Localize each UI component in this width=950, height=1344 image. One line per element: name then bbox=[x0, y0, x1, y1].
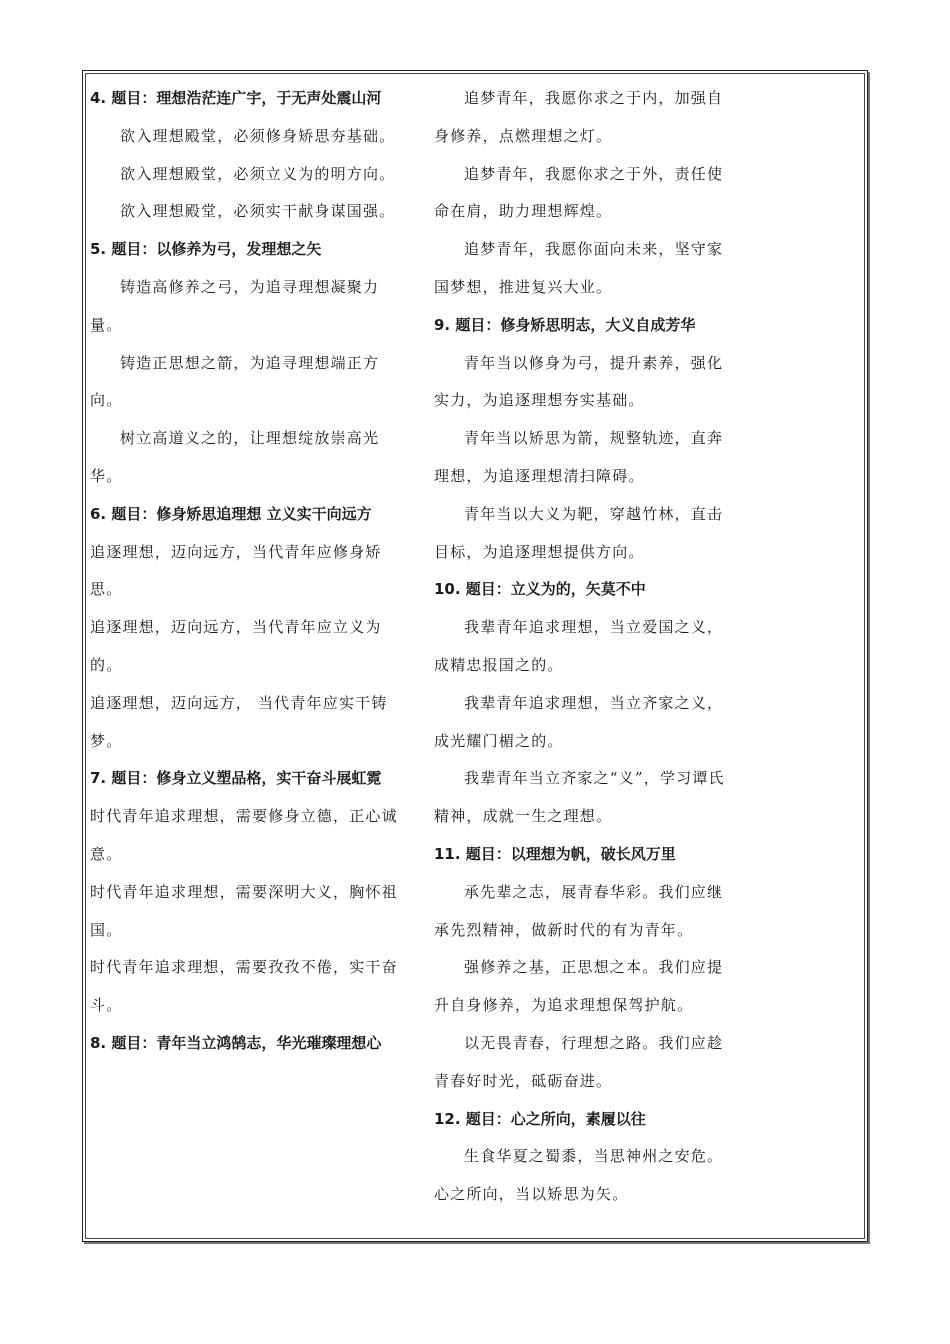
topic-heading: 12. 题目：心之所向，素履以往 bbox=[434, 1109, 646, 1128]
paragraph: 追逐理想，迈向远方， 当代青年应实干铸梦。 bbox=[90, 693, 388, 750]
paragraph: 欲入理想殿堂，必须实干献身谋国强。 bbox=[120, 202, 396, 221]
paragraph: 欲入理想殿堂，必须修身矫思夯基础。 bbox=[120, 126, 396, 145]
topic-heading: 6. 题目：修身矫思追理想 立义实干向远方 bbox=[90, 504, 372, 523]
paragraph: 心之所向，当以矫思为矢。 bbox=[434, 1185, 629, 1204]
paragraph: 时代青年追求理想，需要修身立德，正心诚意。 bbox=[90, 807, 398, 863]
paragraph: 时代青年追求理想，需要孜孜不倦，实干奋斗。 bbox=[90, 958, 398, 1015]
topic-heading: 9. 题目：修身矫思明志，大义自成芳华 bbox=[434, 315, 696, 334]
paragraph: 青年当以大义为靶，穿越竹林，直击目标，为追逐理想提供方向。 bbox=[434, 504, 724, 561]
topic-heading: 7. 题目：修身立义塑品格，实干奋斗展虹霓 bbox=[90, 769, 382, 788]
paragraph: 铸造正思想之箭，为追寻理想端正方向。 bbox=[90, 353, 380, 410]
right-column bbox=[434, 80, 738, 1214]
paragraph: 以无畏青春，行理想之路。我们应趁青春好时光，砥砺奋进。 bbox=[434, 1033, 724, 1090]
paragraph: 追梦青年，我愿你求之于外，责任使命在肩，助力理想辉煌。 bbox=[434, 164, 724, 221]
paragraph: 铸造高修养之弓，为追寻理想凝聚力量。 bbox=[90, 277, 380, 334]
topic-heading: 8. 题目：青年当立鸿鹄志，华光璀璨理想心 bbox=[90, 1033, 382, 1052]
topic-heading: 4. 题目：理想浩茫连广宇，于无声处震山河 bbox=[90, 89, 382, 107]
left-column bbox=[90, 80, 402, 1063]
paragraph: 欲入理想殿堂，必须立义为的明方向。 bbox=[120, 164, 396, 183]
paragraph: 追梦青年，我愿你求之于内，加强自身修养，点燃理想之灯。 bbox=[434, 89, 724, 145]
paragraph: 青年当以矫思为箭，规整轨迹，直奔理想，为追逐理想清扫障碍。 bbox=[434, 429, 724, 485]
paragraph: 青年当以修身为弓，提升素养，强化实力，为追逐理想夯实基础。 bbox=[434, 353, 724, 410]
paragraph: 追梦青年，我愿你面向未来，坚守家国梦想，推进复兴大业。 bbox=[434, 240, 724, 296]
topic-heading: 11. 题目：以理想为帆，破长风万里 bbox=[434, 844, 676, 863]
paragraph: 生食华夏之蜀黍，当思神州之安危。 bbox=[464, 1147, 724, 1166]
paragraph: 我辈青年追求理想，当立齐家之义，成光耀门楣之的。 bbox=[434, 693, 724, 750]
paragraph: 时代青年追求理想，需要深明大义，胸怀祖国。 bbox=[90, 882, 398, 939]
paragraph: 追逐理想，迈向远方，当代青年应立义为的。 bbox=[90, 618, 382, 674]
paragraph: 树立高道义之的，让理想绽放崇高光华。 bbox=[90, 429, 380, 485]
topic-heading: 5. 题目：以修养为弓，发理想之矢 bbox=[90, 240, 322, 259]
paragraph: 强修养之基，正思想之本。我们应提升自身修养，为追求理想保驾护航。 bbox=[434, 958, 724, 1015]
paragraph: 我辈青年追求理想，当立爱国之义，成精忠报国之的。 bbox=[434, 618, 724, 674]
paragraph: 我辈青年当立齐家之“义”，学习谭氏精神，成就一生之理想。 bbox=[434, 769, 725, 826]
paragraph: 追逐理想，迈向远方，当代青年应修身矫思。 bbox=[90, 542, 382, 599]
topic-heading: 10. 题目：立义为的，矢莫不中 bbox=[434, 580, 646, 599]
paragraph: 承先辈之志，展青春华彩。我们应继承先烈精神，做新时代的有为青年。 bbox=[434, 882, 724, 939]
